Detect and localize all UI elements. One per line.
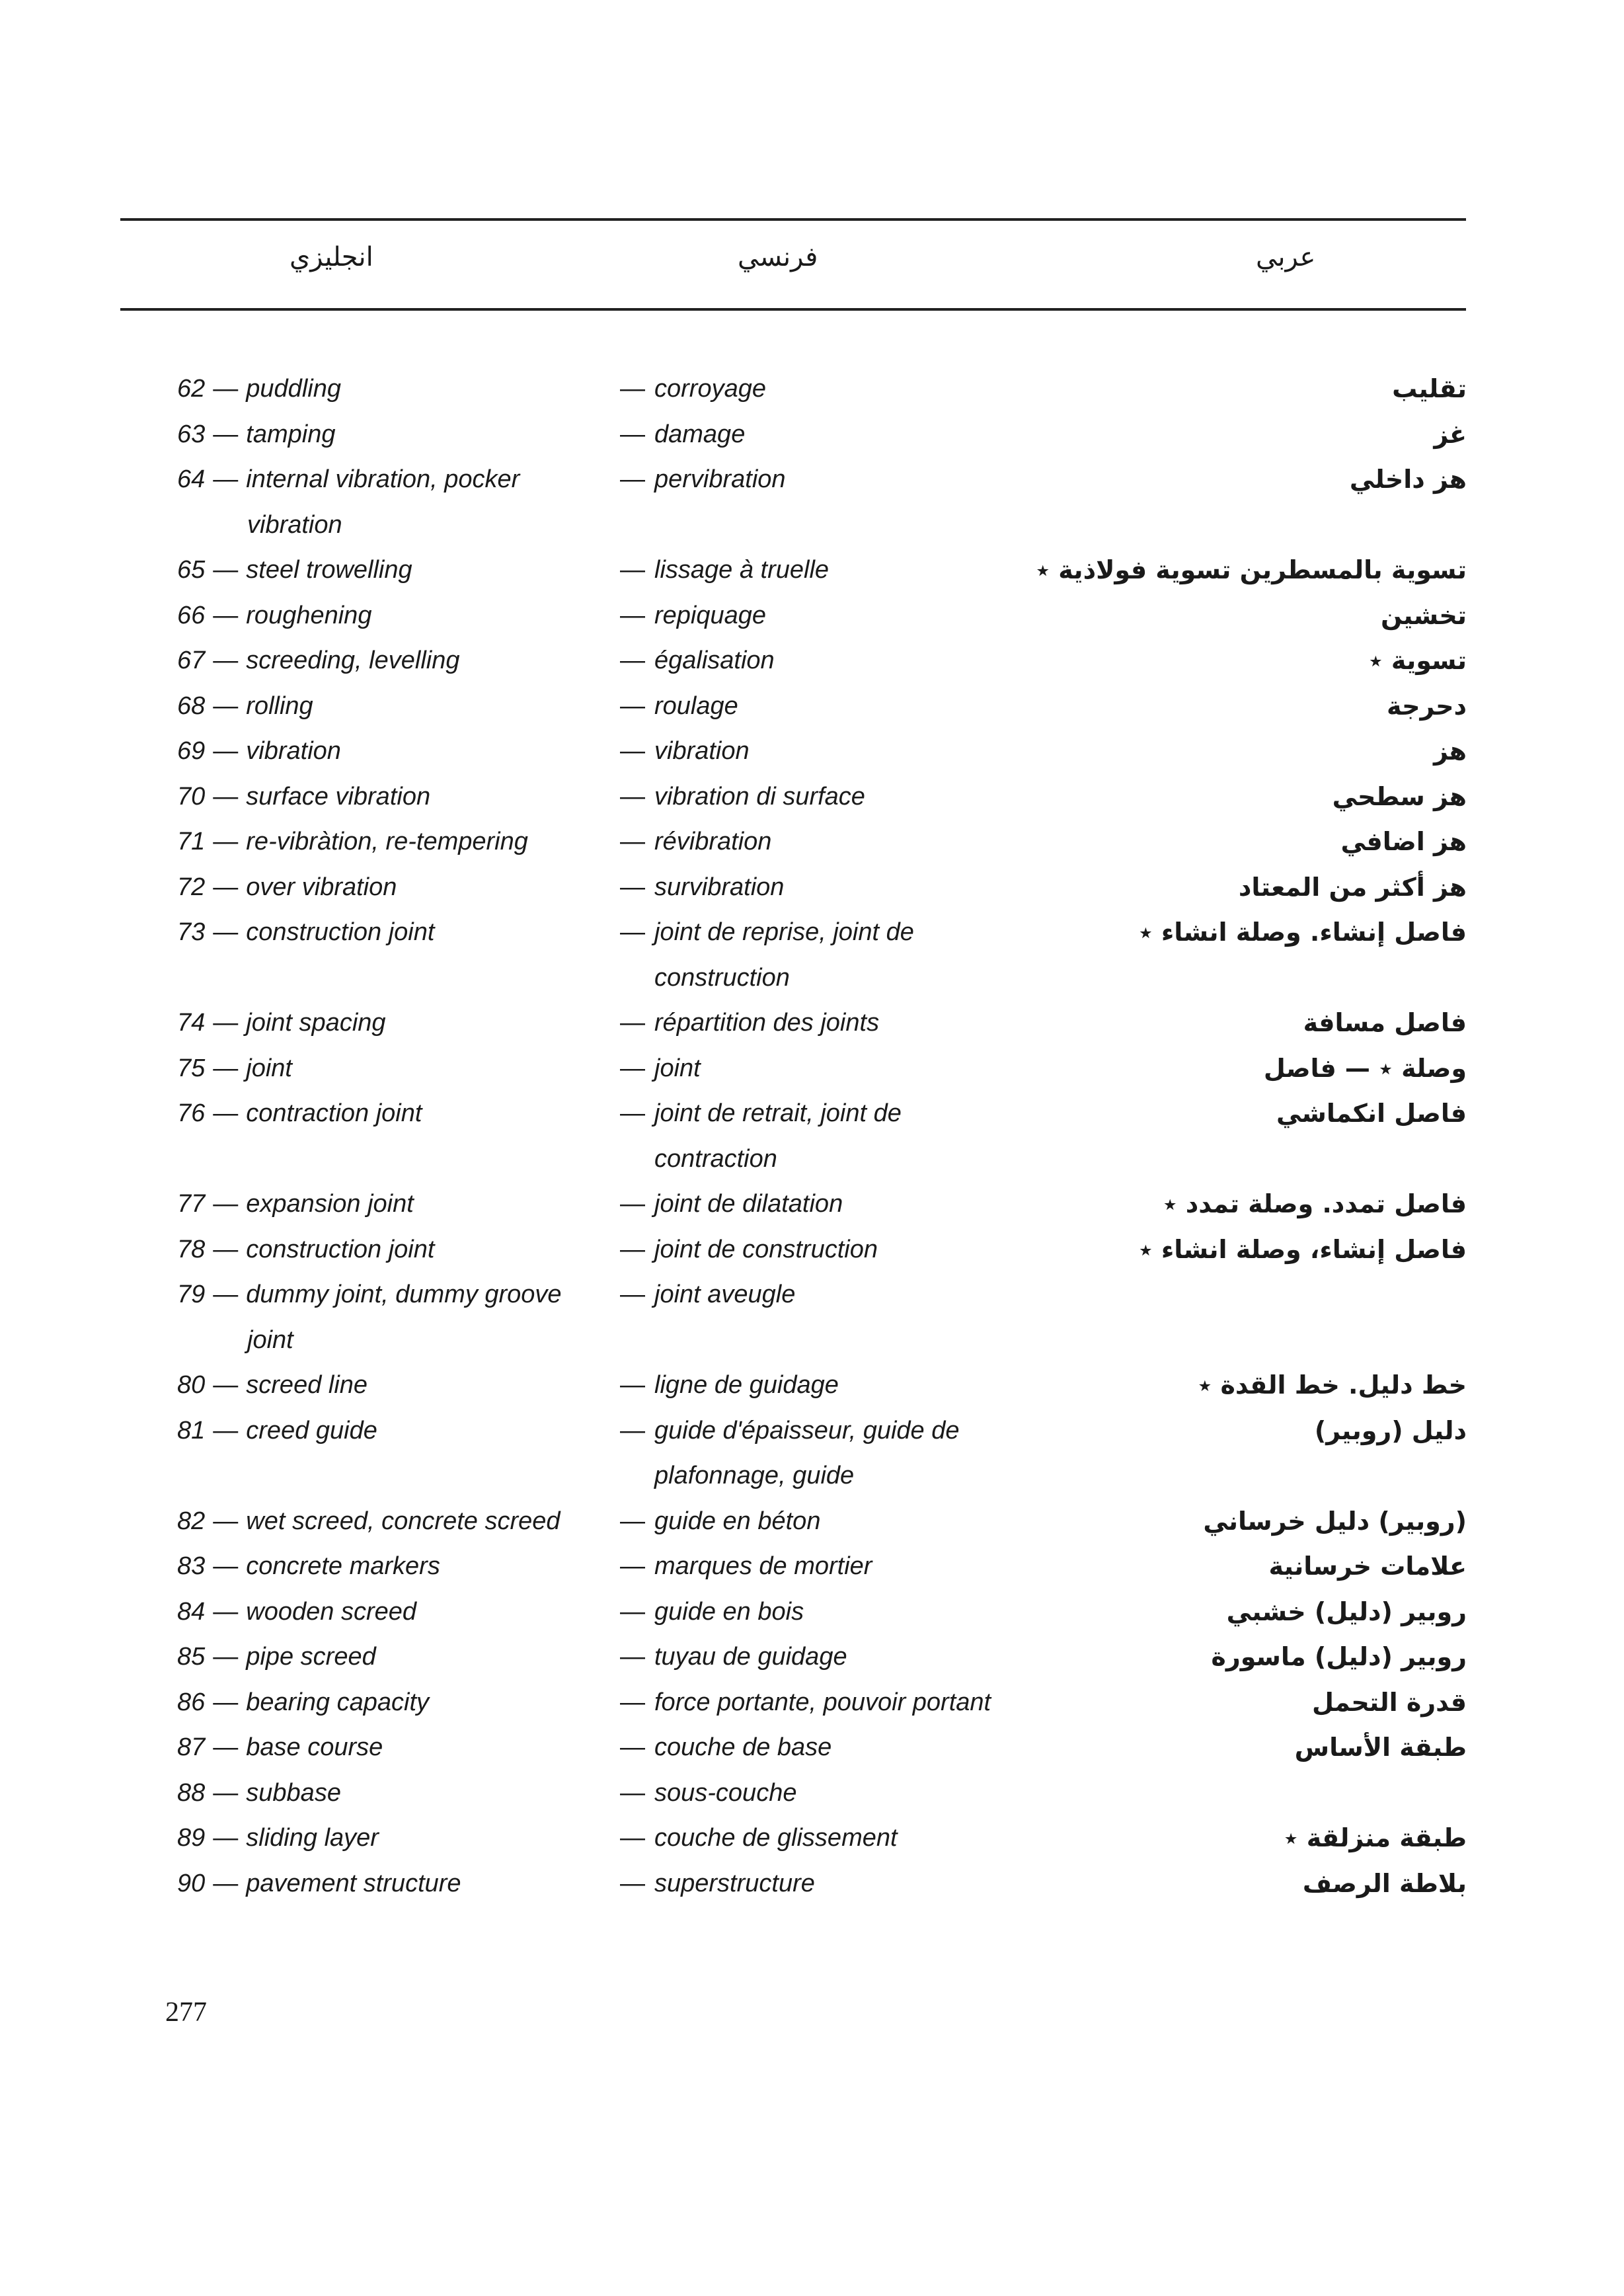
french-term	[620, 366, 766, 412]
english-term	[177, 638, 459, 684]
entry-number: 83	[177, 1552, 206, 1580]
english-term-text: construction joint	[246, 918, 435, 946]
french-term	[620, 1000, 879, 1046]
french-term	[620, 1634, 847, 1680]
english-term-text: tamping	[246, 420, 336, 448]
english-term-text: internal vibration, pocker	[246, 465, 520, 493]
dash-separator: —	[620, 1778, 645, 1807]
glossary-entry	[0, 819, 1624, 865]
entry-number: 87	[177, 1733, 206, 1761]
english-term	[177, 1634, 376, 1680]
french-term-text: damage	[654, 420, 746, 448]
glossary-entry	[0, 1181, 1624, 1227]
french-term	[620, 910, 914, 955]
english-term-text: concrete markers	[246, 1552, 440, 1580]
glossary-entries	[0, 366, 1624, 1906]
dash-separator: —	[620, 1869, 645, 1897]
french-term	[620, 1544, 872, 1589]
french-term-text: ligne de guidage	[654, 1371, 839, 1399]
french-term	[620, 1091, 902, 1136]
entry-number: 88	[177, 1778, 206, 1807]
french-term-text: marques de mortier	[654, 1552, 872, 1580]
english-term	[177, 1227, 434, 1273]
english-term	[177, 1861, 461, 1907]
dash-separator: —	[620, 828, 645, 855]
dash-separator: —	[213, 737, 239, 765]
header-bottom-rule	[120, 308, 1466, 311]
dash-separator: —	[620, 737, 645, 765]
glossary-entry	[0, 1770, 1624, 1816]
dash-separator: —	[213, 1552, 239, 1580]
entry-number: 90	[177, 1869, 206, 1897]
french-term	[620, 819, 771, 865]
arabic-term: طبقة الأساس	[1294, 1733, 1467, 1762]
dash-separator: —	[620, 1281, 645, 1308]
french-term	[620, 1363, 839, 1408]
french-term	[620, 865, 784, 910]
english-term	[177, 412, 335, 457]
arabic-term: هز داخلي	[1349, 465, 1467, 494]
dash-separator: —	[620, 1597, 645, 1626]
english-term-text: dummy joint, dummy groove	[246, 1281, 562, 1308]
dash-separator: —	[213, 1688, 239, 1716]
english-term-text: pavement structure	[246, 1869, 461, 1897]
english-term	[177, 910, 434, 955]
glossary-entry	[0, 1861, 1624, 1907]
french-term	[620, 1272, 795, 1318]
glossary-entry	[0, 1000, 1624, 1046]
french-term-text: repiquage	[654, 601, 767, 629]
french-term-text: pervibration	[654, 465, 786, 493]
dash-separator: —	[620, 420, 645, 448]
french-term-text: joint de reprise, joint de	[654, 918, 914, 946]
english-term	[177, 593, 371, 639]
entry-number: 62	[177, 375, 206, 403]
english-term	[177, 1815, 379, 1861]
dash-separator: —	[620, 1507, 645, 1535]
english-term-text: screed line	[246, 1371, 368, 1399]
entry-number: 77	[177, 1190, 206, 1218]
dash-separator: —	[213, 601, 239, 629]
french-term	[620, 729, 750, 774]
dash-separator: —	[620, 1643, 645, 1671]
arabic-term: تقليب	[1392, 374, 1467, 403]
arabic-term: دليل (روبير)	[1314, 1415, 1467, 1445]
glossary-entry	[0, 1046, 1624, 1091]
glossary-entry	[0, 1544, 1624, 1589]
dash-separator: —	[213, 465, 239, 493]
english-term	[177, 366, 341, 412]
glossary-entry	[0, 593, 1624, 639]
dash-separator: —	[213, 375, 239, 403]
dash-separator: —	[213, 873, 239, 901]
french-term-continued: plafonnage, guide	[654, 1462, 855, 1489]
glossary-entry	[0, 774, 1624, 820]
entry-number: 70	[177, 782, 206, 811]
dash-separator: —	[213, 828, 239, 855]
english-term-text: expansion joint	[246, 1190, 414, 1218]
french-term-text: lissage à truelle	[654, 556, 830, 584]
dash-separator: —	[213, 692, 239, 720]
dash-separator: —	[620, 465, 645, 493]
dash-separator: —	[620, 1190, 645, 1218]
english-term	[177, 457, 520, 502]
french-term	[620, 1589, 804, 1635]
english-term-continued: vibration	[247, 510, 342, 539]
french-term	[620, 638, 775, 684]
glossary-entry	[0, 638, 1624, 684]
french-term-text: guide d'épaisseur, guide de	[654, 1416, 960, 1445]
dash-separator: —	[213, 1416, 239, 1445]
dash-separator: —	[213, 556, 239, 584]
english-term-text: subbase	[246, 1778, 341, 1807]
dash-separator: —	[213, 1190, 239, 1218]
french-term	[620, 1046, 701, 1091]
french-term-text: joint de construction	[654, 1235, 878, 1263]
french-term-text: roulage	[654, 692, 738, 720]
glossary-entry	[0, 1815, 1624, 1861]
arabic-term: هز أكثر من المعتاد	[1238, 872, 1467, 902]
english-term-text: joint	[246, 1054, 292, 1082]
glossary-entry	[0, 457, 1624, 547]
french-term-continued: construction	[654, 963, 790, 992]
glossary-entry	[0, 412, 1624, 457]
english-term-text: roughening	[246, 601, 372, 629]
french-term-text: corroyage	[654, 375, 766, 403]
dash-separator: —	[620, 375, 645, 403]
arabic-term: تخشين	[1380, 600, 1467, 630]
entry-number: 84	[177, 1597, 206, 1626]
english-term-text: over vibration	[246, 873, 397, 901]
arabic-term: غز	[1434, 419, 1467, 449]
glossary-entry	[0, 1363, 1624, 1408]
glossary-entry	[0, 366, 1624, 412]
glossary-entry	[0, 1680, 1624, 1725]
entry-number: 79	[177, 1281, 206, 1308]
arabic-term: طبقة منزلقة ٭	[1284, 1823, 1467, 1852]
english-term-text: wet screed, concrete screed	[246, 1507, 561, 1535]
english-term-text: steel trowelling	[246, 556, 412, 584]
english-term-text: re-vibràtion, re-tempering	[246, 828, 528, 855]
glossary-entry	[0, 1408, 1624, 1499]
glossary-entry	[0, 1634, 1624, 1680]
french-term-continued: contraction	[654, 1144, 777, 1173]
english-term-text: pipe screed	[246, 1643, 376, 1671]
glossary-entry	[0, 684, 1624, 729]
french-term-text: égalisation	[654, 647, 775, 674]
arabic-term: هز سطحي	[1332, 781, 1467, 811]
english-term	[177, 1589, 416, 1635]
french-term	[620, 457, 786, 502]
french-term	[620, 1499, 820, 1544]
arabic-term: خط دليل. خط القدة ٭	[1198, 1370, 1467, 1400]
french-term	[620, 1181, 843, 1227]
entry-number: 73	[177, 918, 206, 946]
entry-number: 64	[177, 465, 206, 493]
french-term-text: superstructure	[654, 1869, 815, 1897]
dash-separator: —	[620, 1371, 645, 1399]
english-term	[177, 865, 397, 910]
entry-number: 71	[177, 828, 206, 855]
arabic-term: فاصل تمدد. وصلة تمدد ٭	[1163, 1189, 1467, 1218]
dash-separator: —	[620, 1824, 645, 1852]
glossary-entry	[0, 1499, 1624, 1544]
english-term-text: wooden screed	[246, 1597, 417, 1626]
french-term	[620, 1815, 898, 1861]
arabic-term: روبير (دليل) خشبي	[1226, 1597, 1467, 1626]
entry-number: 81	[177, 1416, 206, 1445]
entry-number: 65	[177, 556, 206, 584]
dash-separator: —	[213, 1099, 239, 1127]
entry-number: 85	[177, 1643, 206, 1671]
arabic-term: هز اضافي	[1340, 827, 1467, 856]
english-term-continued: joint	[247, 1326, 293, 1354]
english-term	[177, 1725, 383, 1770]
french-term-text: joint aveugle	[654, 1281, 796, 1308]
english-term-text: construction joint	[246, 1235, 435, 1263]
french-term-text: sous-couche	[654, 1778, 797, 1807]
french-term-text: répartition des joints	[654, 1009, 880, 1037]
dash-separator: —	[620, 1733, 645, 1761]
french-term-text: survibration	[654, 873, 785, 901]
dash-separator: —	[213, 782, 239, 811]
dash-separator: —	[213, 420, 239, 448]
dash-separator: —	[213, 1281, 239, 1308]
dash-separator: —	[620, 1552, 645, 1580]
column-header-arabic: عربي	[1256, 242, 1316, 272]
arabic-term: فاصل إنشاء، وصلة انشاء ٭	[1138, 1234, 1467, 1264]
dash-separator: —	[620, 601, 645, 629]
english-term-text: contraction joint	[246, 1099, 422, 1127]
entry-number: 78	[177, 1235, 206, 1263]
french-term	[620, 1227, 878, 1273]
glossary-entry	[0, 1091, 1624, 1181]
glossary-entry	[0, 910, 1624, 1000]
french-term-text: tuyau de guidage	[654, 1643, 847, 1671]
dash-separator: —	[620, 1054, 645, 1082]
dash-separator: —	[620, 1416, 645, 1445]
dash-separator: —	[213, 1371, 239, 1399]
arabic-term: قدرة التحمل	[1312, 1687, 1467, 1717]
english-term-text: sliding layer	[246, 1824, 379, 1852]
english-term	[177, 729, 341, 774]
english-term	[177, 819, 528, 865]
entry-number: 66	[177, 601, 206, 629]
english-term	[177, 547, 412, 593]
dash-separator: —	[620, 647, 645, 674]
french-term	[620, 412, 745, 457]
english-term-text: surface vibration	[246, 782, 431, 811]
english-term	[177, 1000, 386, 1046]
english-term	[177, 1091, 422, 1136]
french-term	[620, 1680, 991, 1725]
entry-number: 67	[177, 647, 206, 674]
arabic-term: فاصل إنشاء. وصلة انشاء ٭	[1138, 918, 1467, 947]
column-header-french: فرنسي	[738, 242, 818, 272]
glossary-entry	[0, 865, 1624, 910]
arabic-term: فاصل انكماشي	[1276, 1099, 1467, 1128]
english-term	[177, 774, 430, 820]
english-term	[177, 1499, 561, 1544]
french-term	[620, 774, 865, 820]
dash-separator: —	[213, 1869, 239, 1897]
arabic-term: (روبير) دليل خرساني	[1203, 1506, 1467, 1536]
arabic-term: دحرجة	[1387, 691, 1467, 721]
header-top-rule	[120, 218, 1466, 221]
entry-number: 80	[177, 1371, 206, 1399]
french-term-text: couche de glissement	[654, 1824, 898, 1852]
english-term-text: rolling	[246, 692, 313, 720]
dash-separator: —	[213, 1778, 239, 1807]
glossary-entry	[0, 1589, 1624, 1635]
glossary-entry	[0, 1725, 1624, 1770]
french-term	[620, 1770, 796, 1816]
arabic-term: تسوية بالمسطرين تسوية فولاذية ٭	[1036, 555, 1467, 584]
arabic-term: هز	[1434, 736, 1467, 766]
english-term-text: joint spacing	[246, 1009, 386, 1037]
glossary-entry	[0, 1272, 1624, 1363]
english-term	[177, 1408, 377, 1454]
entry-number: 82	[177, 1507, 206, 1535]
dash-separator: —	[620, 1235, 645, 1263]
french-term	[620, 1408, 960, 1454]
dash-separator: —	[620, 556, 645, 584]
entry-number: 68	[177, 692, 206, 720]
english-term	[177, 1363, 367, 1408]
english-term	[177, 1181, 414, 1227]
entry-number: 89	[177, 1824, 206, 1852]
dash-separator: —	[620, 1099, 645, 1127]
french-term-text: guide en béton	[654, 1507, 821, 1535]
english-term	[177, 1544, 440, 1589]
french-term-text: vibration	[654, 737, 750, 765]
english-term-text: base course	[246, 1733, 383, 1761]
arabic-term: وصلة ٭ — فاصل	[1263, 1053, 1467, 1083]
arabic-term: فاصل مسافة	[1303, 1008, 1467, 1037]
dash-separator: —	[620, 692, 645, 720]
dash-separator: —	[620, 782, 645, 811]
dash-separator: —	[213, 918, 239, 946]
dash-separator: —	[620, 873, 645, 901]
french-term	[620, 1861, 815, 1907]
dash-separator: —	[620, 1009, 645, 1037]
dash-separator: —	[213, 1597, 239, 1626]
dash-separator: —	[213, 1009, 239, 1037]
entry-number: 75	[177, 1054, 206, 1082]
english-term-text: vibration	[246, 737, 341, 765]
entry-number: 72	[177, 873, 206, 901]
french-term-text: révibration	[654, 828, 772, 855]
glossary-entry	[0, 547, 1624, 593]
entry-number: 74	[177, 1009, 206, 1037]
french-term	[620, 593, 766, 639]
column-header-english: انجليزي	[290, 242, 373, 272]
english-term	[177, 1272, 562, 1318]
entry-number: 69	[177, 737, 206, 765]
dash-separator: —	[213, 1733, 239, 1761]
entry-number: 86	[177, 1688, 206, 1716]
english-term-text: puddling	[246, 375, 341, 403]
french-term-text: joint de retrait, joint de	[654, 1099, 902, 1127]
french-term-text: guide en bois	[654, 1597, 804, 1626]
dash-separator: —	[620, 918, 645, 946]
arabic-term: تسوية ٭	[1368, 646, 1467, 675]
arabic-term: بلاطة الرصف	[1302, 1868, 1467, 1898]
french-term	[620, 1725, 831, 1770]
glossary-entry	[0, 1227, 1624, 1273]
entry-number: 76	[177, 1099, 206, 1127]
dash-separator: —	[213, 1054, 239, 1082]
english-term-text: bearing capacity	[246, 1688, 430, 1716]
dash-separator: —	[213, 1235, 239, 1263]
french-term	[620, 684, 738, 729]
english-term	[177, 1680, 429, 1725]
english-term	[177, 684, 313, 729]
dash-separator: —	[213, 1507, 239, 1535]
arabic-term: روبير (دليل) ماسورة	[1211, 1642, 1467, 1671]
english-term-text: screeding, levelling	[246, 647, 460, 674]
dash-separator: —	[213, 647, 239, 674]
entry-number: 63	[177, 420, 206, 448]
glossary-entry	[0, 729, 1624, 774]
dash-separator: —	[213, 1824, 239, 1852]
french-term-text: vibration di surface	[654, 782, 865, 811]
dash-separator: —	[620, 1688, 645, 1716]
english-term	[177, 1770, 341, 1816]
english-term	[177, 1046, 292, 1091]
french-term-text: couche de base	[654, 1733, 832, 1761]
french-term-text: force portante, pouvoir portant	[654, 1688, 991, 1716]
english-term-text: creed guide	[246, 1416, 377, 1445]
arabic-term: علامات خرسانية	[1268, 1552, 1467, 1581]
french-term-text: joint de dilatation	[654, 1190, 843, 1218]
dash-separator: —	[213, 1643, 239, 1671]
french-term	[620, 547, 829, 593]
page-number: 277	[165, 1997, 207, 2028]
french-term-text: joint	[654, 1054, 701, 1082]
